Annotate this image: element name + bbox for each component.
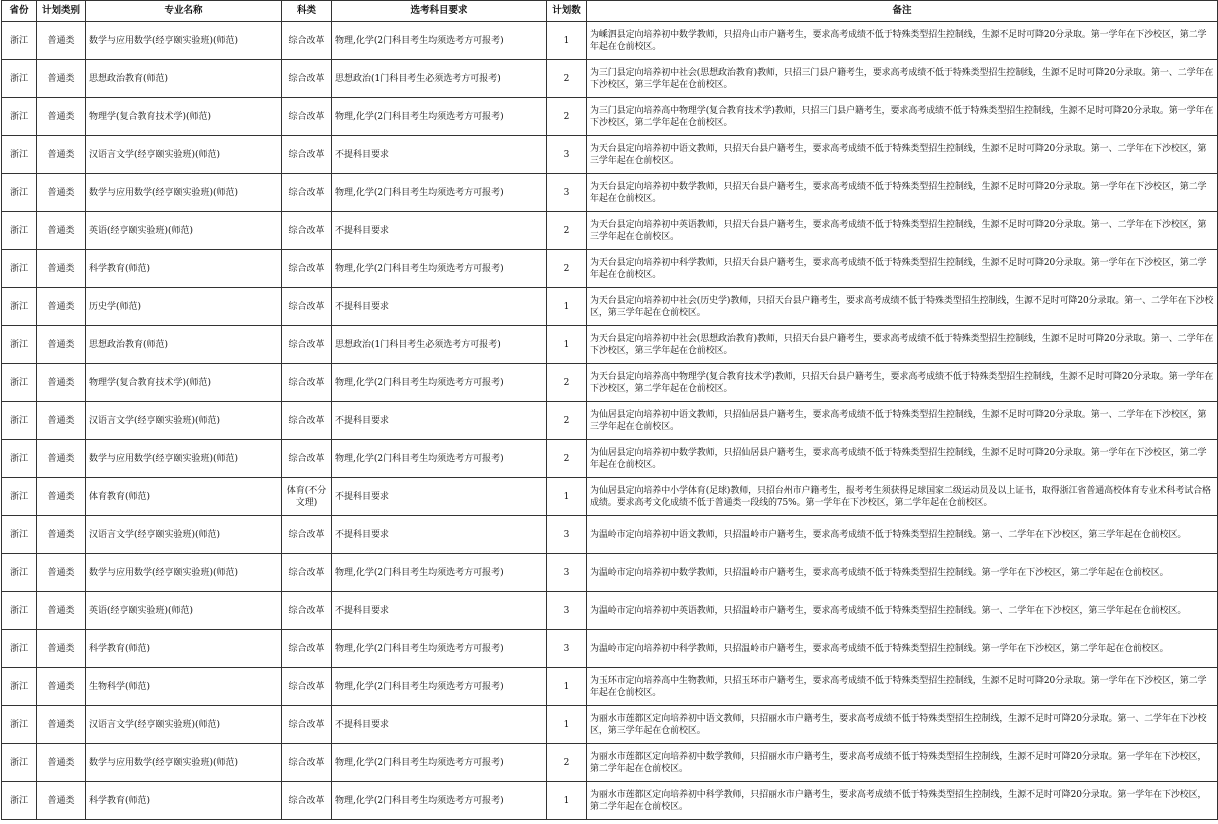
cell-subject-requirement: 思想政治(1门科目考生必须选考方可报考): [332, 326, 547, 364]
cell-subject-requirement: 不提科目要求: [332, 516, 547, 554]
cell-major-name: 数学与应用数学(经亨颐实验班)(师范): [86, 554, 282, 592]
table-row: [2, 516, 1218, 554]
cell-plan-category: 普通类: [37, 554, 86, 592]
header-row: [2, 1, 1218, 22]
table-row: [2, 478, 1218, 516]
cell-province: 浙江: [2, 706, 37, 744]
cell-province: 浙江: [2, 326, 37, 364]
cell-notes: 为天台县定向培养初中社会(历史学)教师，只招天台县户籍考生，要求高考成绩不低于特殊类型招生控制线，生源不足时可降20分录取。第一、二学年在下沙校区，第三学年起在仓前校区。: [587, 288, 1218, 326]
cell-plan-category: 普通类: [37, 706, 86, 744]
cell-plan-category: 普通类: [37, 212, 86, 250]
table-row: [2, 250, 1218, 288]
cell-major-name: 思想政治教育(师范): [86, 326, 282, 364]
table-row: [2, 98, 1218, 136]
cell-major-name: 汉语言文学(经亨颐实验班)(师范): [86, 516, 282, 554]
cell-plan-category: 普通类: [37, 98, 86, 136]
cell-major-name: 物理学(复合教育技术学)(师范): [86, 364, 282, 402]
cell-province: 浙江: [2, 554, 37, 592]
cell-plan-count: 2: [547, 402, 587, 440]
cell-subject-requirement: 物理,化学(2门科目考生均须选考方可报考): [332, 630, 547, 668]
cell-subject-type: 综合改革: [282, 60, 332, 98]
cell-province: 浙江: [2, 288, 37, 326]
cell-major-name: 汉语言文学(经亨颐实验班)(师范): [86, 402, 282, 440]
header-plan-count: 计划数: [547, 1, 587, 22]
cell-major-name: 英语(经亨颐实验班)(师范): [86, 592, 282, 630]
cell-plan-count: 1: [547, 22, 587, 60]
cell-subject-requirement: 物理,化学(2门科目考生均须选考方可报考): [332, 174, 547, 212]
cell-plan-count: 2: [547, 60, 587, 98]
cell-plan-count: 3: [547, 554, 587, 592]
cell-notes: 为天台县定向培养初中语文教师，只招天台县户籍考生，要求高考成绩不低于特殊类型招生控制线，生源不足时可降20分录取。第一、二学年在下沙校区，第三学年起在仓前校区。: [587, 136, 1218, 174]
cell-major-name: 历史学(师范): [86, 288, 282, 326]
cell-subject-type: 综合改革: [282, 174, 332, 212]
cell-major-name: 英语(经亨颐实验班)(师范): [86, 212, 282, 250]
table-row: [2, 364, 1218, 402]
cell-notes: 为温岭市定向培养初中科学教师，只招温岭市户籍考生，要求高考成绩不低于特殊类型招生控制线。第一学年在下沙校区，第二学年起在仓前校区。: [587, 630, 1218, 668]
table-row: [2, 554, 1218, 592]
table-row: [2, 22, 1218, 60]
cell-plan-count: 1: [547, 326, 587, 364]
cell-plan-category: 普通类: [37, 22, 86, 60]
cell-plan-count: 3: [547, 174, 587, 212]
cell-plan-category: 普通类: [37, 326, 86, 364]
cell-province: 浙江: [2, 60, 37, 98]
cell-notes: 为天台县定向培养初中社会(思想政治教育)教师，只招天台县户籍考生，要求高考成绩不低于特殊类型招生控制线，生源不足时可降20分录取。第一、二学年在下沙校区，第三学年起在仓前校区。: [587, 326, 1218, 364]
table-row: [2, 402, 1218, 440]
cell-major-name: 科学教育(师范): [86, 782, 282, 820]
cell-plan-category: 普通类: [37, 174, 86, 212]
cell-subject-type: 综合改革: [282, 782, 332, 820]
cell-plan-count: 3: [547, 136, 587, 174]
table-row: [2, 782, 1218, 820]
cell-subject-type: 综合改革: [282, 212, 332, 250]
cell-subject-type: 综合改革: [282, 136, 332, 174]
cell-notes: 为丽水市莲都区定向培养初中科学教师，只招丽水市户籍考生，要求高考成绩不低于特殊类型招生控制线，生源不足时可降20分录取。第一学年在下沙校区，第二学年起在仓前校区。: [587, 782, 1218, 820]
cell-subject-type: 综合改革: [282, 288, 332, 326]
cell-subject-requirement: 物理,化学(2门科目考生均须选考方可报考): [332, 22, 547, 60]
cell-province: 浙江: [2, 478, 37, 516]
cell-notes: 为嵊泗县定向培养初中数学教师，只招舟山市户籍考生，要求高考成绩不低于特殊类型招生控制线，生源不足时可降20分录取。第一学年在下沙校区，第二学年起在仓前校区。: [587, 22, 1218, 60]
cell-province: 浙江: [2, 174, 37, 212]
cell-plan-category: 普通类: [37, 744, 86, 782]
cell-subject-type: 综合改革: [282, 326, 332, 364]
cell-plan-count: 3: [547, 630, 587, 668]
table-row: [2, 668, 1218, 706]
cell-plan-category: 普通类: [37, 478, 86, 516]
cell-plan-category: 普通类: [37, 440, 86, 478]
header-subject-requirement: 选考科目要求: [332, 1, 547, 22]
cell-subject-requirement: 不提科目要求: [332, 212, 547, 250]
enrollment-plan-table: [1, 0, 1218, 820]
cell-subject-requirement: 不提科目要求: [332, 592, 547, 630]
cell-plan-category: 普通类: [37, 592, 86, 630]
cell-notes: 为天台县定向培养初中科学教师，只招天台县户籍考生，要求高考成绩不低于特殊类型招生控制线，生源不足时可降20分录取。第一学年在下沙校区，第二学年起在仓前校区。: [587, 250, 1218, 288]
cell-subject-requirement: 思想政治(1门科目考生必须选考方可报考): [332, 60, 547, 98]
cell-subject-type: 综合改革: [282, 630, 332, 668]
cell-subject-requirement: 物理,化学(2门科目考生均须选考方可报考): [332, 440, 547, 478]
cell-plan-count: 1: [547, 706, 587, 744]
cell-major-name: 数学与应用数学(经亨颐实验班)(师范): [86, 440, 282, 478]
cell-plan-count: 2: [547, 250, 587, 288]
header-province: 省份: [2, 1, 37, 22]
cell-plan-category: 普通类: [37, 364, 86, 402]
cell-plan-category: 普通类: [37, 630, 86, 668]
cell-plan-count: 1: [547, 288, 587, 326]
cell-plan-count: 3: [547, 516, 587, 554]
table-row: [2, 212, 1218, 250]
cell-major-name: 数学与应用数学(经亨颐实验班)(师范): [86, 174, 282, 212]
cell-plan-count: 2: [547, 98, 587, 136]
cell-major-name: 数学与应用数学(经亨颐实验班)(师范): [86, 744, 282, 782]
cell-province: 浙江: [2, 250, 37, 288]
cell-notes: 为温岭市定向培养初中英语教师，只招温岭市户籍考生，要求高考成绩不低于特殊类型招生控制线。第一、二学年在下沙校区，第三学年起在仓前校区。: [587, 592, 1218, 630]
header-major-name: 专业名称: [86, 1, 282, 22]
cell-notes: 为天台县定向培养高中物理学(复合教育技术学)教师，只招天台县户籍考生，要求高考成绩不低于特殊类型招生控制线，生源不足时可降20分录取。第一学年在下沙校区，第二学年起在仓前校区。: [587, 364, 1218, 402]
cell-plan-category: 普通类: [37, 516, 86, 554]
table-body: [2, 22, 1218, 820]
cell-subject-requirement: 不提科目要求: [332, 288, 547, 326]
cell-subject-requirement: 不提科目要求: [332, 402, 547, 440]
cell-plan-count: 2: [547, 440, 587, 478]
cell-subject-requirement: 不提科目要求: [332, 478, 547, 516]
cell-major-name: 思想政治教育(师范): [86, 60, 282, 98]
cell-subject-type: 综合改革: [282, 402, 332, 440]
header-plan-category: 计划类别: [37, 1, 86, 22]
cell-province: 浙江: [2, 22, 37, 60]
cell-major-name: 汉语言文学(经亨颐实验班)(师范): [86, 706, 282, 744]
table-row: [2, 744, 1218, 782]
cell-notes: 为温岭市定向培养初中语文教师，只招温岭市户籍考生，要求高考成绩不低于特殊类型招生控制线。第一、二学年在下沙校区，第三学年起在仓前校区。: [587, 516, 1218, 554]
cell-subject-type: 综合改革: [282, 554, 332, 592]
cell-major-name: 科学教育(师范): [86, 250, 282, 288]
cell-notes: 为三门县定向培养高中物理学(复合教育技术学)教师，只招三门县户籍考生，要求高考成绩不低于特殊类型招生控制线，生源不足时可降20分录取。第一学年在下沙校区，第二学年起在仓前校区。: [587, 98, 1218, 136]
cell-notes: 为三门县定向培养初中社会(思想政治教育)教师，只招三门县户籍考生，要求高考成绩不低于特殊类型招生控制线，生源不足时可降20分录取。第一、二学年在下沙校区，第三学年起在仓前校区。: [587, 60, 1218, 98]
cell-notes: 为天台县定向培养初中数学教师，只招天台县户籍考生，要求高考成绩不低于特殊类型招生控制线，生源不足时可降20分录取。第一学年在下沙校区，第二学年起在仓前校区。: [587, 174, 1218, 212]
table-header: [2, 1, 1218, 22]
cell-plan-category: 普通类: [37, 250, 86, 288]
cell-province: 浙江: [2, 782, 37, 820]
cell-subject-type: 综合改革: [282, 98, 332, 136]
cell-subject-requirement: 物理,化学(2门科目考生均须选考方可报考): [332, 782, 547, 820]
cell-province: 浙江: [2, 212, 37, 250]
cell-major-name: 科学教育(师范): [86, 630, 282, 668]
cell-notes: 为仙居县定向培养中小学体育(足球)教师，只招台州市户籍考生，报考考生须获得足球国家二级运动员及以上证书，取得浙江省普通高校体育专业术科考试合格成绩。要求高考文化成绩不低于普通类一段线的75%。第一学年在下沙校区，第二学年起在仓前校区。: [587, 478, 1218, 516]
cell-subject-requirement: 物理,化学(2门科目考生均须选考方可报考): [332, 250, 547, 288]
cell-subject-type: 综合改革: [282, 668, 332, 706]
table-row: [2, 174, 1218, 212]
cell-plan-category: 普通类: [37, 782, 86, 820]
cell-province: 浙江: [2, 744, 37, 782]
cell-plan-category: 普通类: [37, 60, 86, 98]
table-row: [2, 440, 1218, 478]
cell-notes: 为丽水市莲都区定向培养初中语文教师，只招丽水市户籍考生，要求高考成绩不低于特殊类型招生控制线，生源不足时可降20分录取。第一、二学年在下沙校区，第三学年起在仓前校区。: [587, 706, 1218, 744]
cell-province: 浙江: [2, 630, 37, 668]
cell-subject-requirement: 物理,化学(2门科目考生均须选考方可报考): [332, 364, 547, 402]
cell-subject-type: 综合改革: [282, 516, 332, 554]
cell-plan-count: 2: [547, 212, 587, 250]
cell-notes: 为丽水市莲都区定向培养初中数学教师，只招丽水市户籍考生，要求高考成绩不低于特殊类型招生控制线，生源不足时可降20分录取。第一学年在下沙校区，第二学年起在仓前校区。: [587, 744, 1218, 782]
table-row: [2, 60, 1218, 98]
cell-subject-type: 综合改革: [282, 592, 332, 630]
cell-notes: 为温岭市定向培养初中数学教师，只招温岭市户籍考生，要求高考成绩不低于特殊类型招生控制线。第一学年在下沙校区，第二学年起在仓前校区。: [587, 554, 1218, 592]
cell-subject-type: 综合改革: [282, 250, 332, 288]
cell-subject-type: 综合改革: [282, 440, 332, 478]
cell-province: 浙江: [2, 98, 37, 136]
cell-subject-requirement: 物理,化学(2门科目考生均须选考方可报考): [332, 668, 547, 706]
cell-plan-category: 普通类: [37, 668, 86, 706]
cell-subject-type: 综合改革: [282, 744, 332, 782]
cell-plan-count: 1: [547, 668, 587, 706]
table-row: [2, 592, 1218, 630]
cell-subject-requirement: 不提科目要求: [332, 136, 547, 174]
cell-subject-type: 综合改革: [282, 706, 332, 744]
cell-plan-count: 1: [547, 478, 587, 516]
cell-subject-requirement: 物理,化学(2门科目考生均须选考方可报考): [332, 98, 547, 136]
header-notes: 备注: [587, 1, 1218, 22]
cell-subject-requirement: 不提科目要求: [332, 706, 547, 744]
table-row: [2, 136, 1218, 174]
cell-province: 浙江: [2, 592, 37, 630]
cell-plan-count: 2: [547, 744, 587, 782]
header-subject-type: 科类: [282, 1, 332, 22]
table-row: [2, 706, 1218, 744]
cell-province: 浙江: [2, 402, 37, 440]
table-row: [2, 288, 1218, 326]
table-row: [2, 326, 1218, 364]
cell-notes: 为仙居县定向培养初中语文教师，只招仙居县户籍考生，要求高考成绩不低于特殊类型招生控制线，生源不足时可降20分录取。第一、二学年在下沙校区，第三学年起在仓前校区。: [587, 402, 1218, 440]
cell-plan-count: 1: [547, 782, 587, 820]
cell-plan-category: 普通类: [37, 402, 86, 440]
cell-major-name: 体育教育(师范): [86, 478, 282, 516]
cell-plan-category: 普通类: [37, 136, 86, 174]
cell-province: 浙江: [2, 136, 37, 174]
cell-province: 浙江: [2, 668, 37, 706]
cell-notes: 为玉环市定向培养高中生物教师，只招玉环市户籍考生，要求高考成绩不低于特殊类型招生控制线，生源不足时可降20分录取。第一学年在下沙校区，第二学年起在仓前校区。: [587, 668, 1218, 706]
cell-major-name: 汉语言文学(经亨颐实验班)(师范): [86, 136, 282, 174]
cell-province: 浙江: [2, 440, 37, 478]
cell-subject-type: 体育(不分文理): [282, 478, 332, 516]
cell-major-name: 物理学(复合教育技术学)(师范): [86, 98, 282, 136]
cell-subject-requirement: 物理,化学(2门科目考生均须选考方可报考): [332, 554, 547, 592]
cell-major-name: 数学与应用数学(经亨颐实验班)(师范): [86, 22, 282, 60]
table-row: [2, 630, 1218, 668]
cell-plan-count: 3: [547, 592, 587, 630]
cell-plan-category: 普通类: [37, 288, 86, 326]
cell-notes: 为仙居县定向培养初中数学教师，只招仙居县户籍考生，要求高考成绩不低于特殊类型招生控制线，生源不足时可降20分录取。第一学年在下沙校区，第二学年起在仓前校区。: [587, 440, 1218, 478]
cell-subject-type: 综合改革: [282, 364, 332, 402]
cell-province: 浙江: [2, 364, 37, 402]
cell-major-name: 生物科学(师范): [86, 668, 282, 706]
cell-subject-type: 综合改革: [282, 22, 332, 60]
cell-subject-requirement: 物理,化学(2门科目考生均须选考方可报考): [332, 744, 547, 782]
cell-province: 浙江: [2, 516, 37, 554]
cell-plan-count: 2: [547, 364, 587, 402]
cell-notes: 为天台县定向培养初中英语教师，只招天台县户籍考生，要求高考成绩不低于特殊类型招生控制线，生源不足时可降20分录取。第一、二学年在下沙校区，第三学年起在仓前校区。: [587, 212, 1218, 250]
